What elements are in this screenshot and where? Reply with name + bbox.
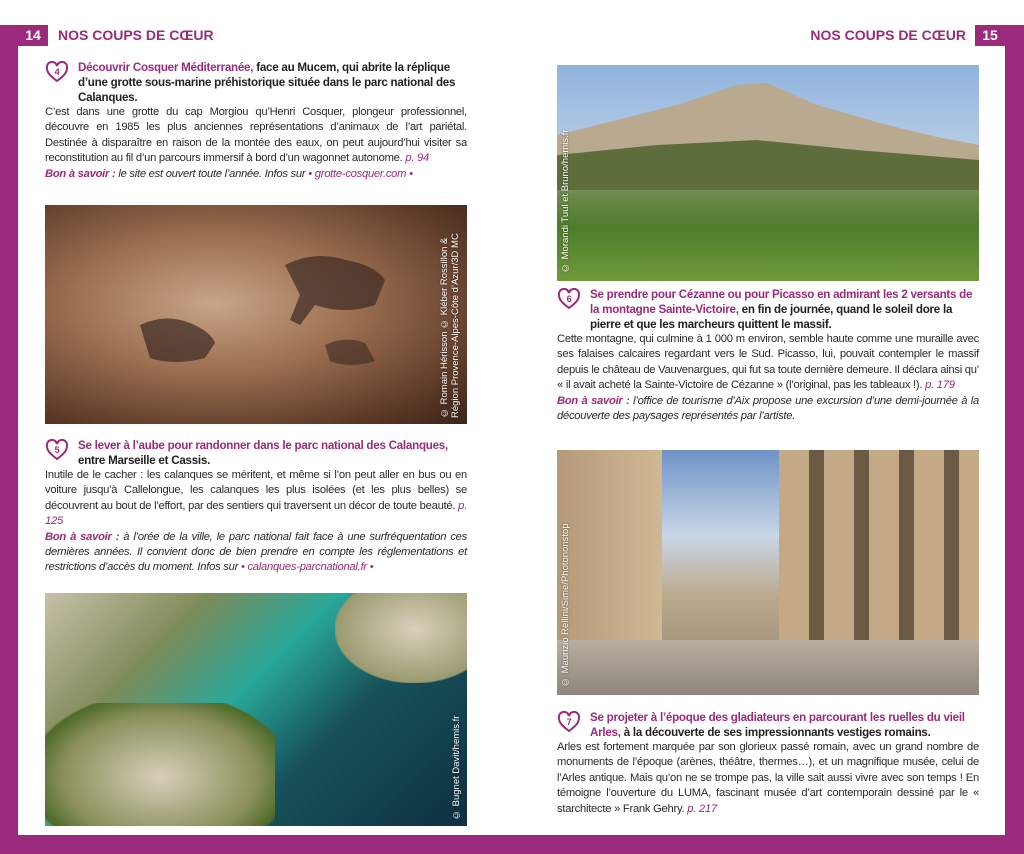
item-heading: 6 Se prendre pour Cézanne ou pour Picasso en admirant les 2 versants de la montagne Sainte-Victoire, en fin de journée, quand le soleil dore la pierre et que les marcheurs quittent le massif. <box>557 287 979 332</box>
left-margin-band <box>0 25 18 854</box>
photo-calanque-aerial <box>45 593 467 826</box>
item-heading: 4 Découvrir Cosquer Méditerranée, face au Mucem, qui abrite la réplique d’une grotte sous-marine préhistorique située dans le parc national des Calanques. <box>45 60 467 105</box>
item-heading: 7 Se projeter à l’époque des gladiateurs en parcourant les ruelles du vieil Arles, à la découverte de ses impressionnants vestiges romains. <box>557 710 979 740</box>
heart-number-icon: 6 <box>557 288 581 310</box>
coup-de-coeur-5 <box>45 438 467 576</box>
website-link[interactable]: • calanques-parcnational.fr • <box>240 561 374 574</box>
photo-credit: © Maurizio Rellini/Sime/Photononstop <box>560 523 571 687</box>
item-body: C’est dans une grotte du cap Morgiou qu’Henri Cosquer, plongeur professionnel, découvre en 1985 les plus anciennes représentations d’animaux de l’art pariétal. Destinée à disparaître en raison de la montée des eaux, on peut aujourd’hui visiter sa reconstitution au fil d’un parcours immersif à bord d’un wagonnet autonome. p. 94 <box>45 106 467 165</box>
bottom-margin-band <box>0 835 1024 854</box>
rock-outcrop <box>45 703 275 826</box>
coup-de-coeur-6 <box>557 287 979 424</box>
heart-number-icon: 5 <box>45 439 69 461</box>
photo-credit: © Romain Hérisson © Kléber Rossillon & Région Provence-Alpes-Côte d’Azur/3D MC <box>439 233 461 418</box>
mountain-silhouette <box>557 65 979 281</box>
heart-number-icon: 4 <box>45 61 69 83</box>
coup-de-coeur-4 <box>45 60 467 182</box>
section-title-left: NOS COUPS DE CŒUR <box>58 27 214 43</box>
photo-credit: © Morandi Tuul et Bruno/hemis.fr <box>560 129 571 273</box>
page-number-left: 14 <box>18 25 48 46</box>
coup-de-coeur-7 <box>557 710 979 817</box>
heart-number-icon: 7 <box>557 711 581 733</box>
cave-animals <box>45 205 467 424</box>
photo-montagne-sainte-victoire <box>557 65 979 281</box>
photo-arles-street <box>557 450 979 695</box>
photo-cave-painting <box>45 205 467 424</box>
right-margin-band <box>1005 25 1024 854</box>
rock-outcrop <box>335 593 467 683</box>
page-number-right: 15 <box>975 25 1005 46</box>
section-title-right: NOS COUPS DE CŒUR <box>810 27 966 43</box>
page-reference[interactable]: p. 217 <box>687 802 717 815</box>
good-to-know: Bon à savoir : l’office de tourisme d’Aix propose une excursion d’une demi-journée à la découverte des paysages représentés par l’artiste. <box>557 394 979 423</box>
item-heading: 5 Se lever à l’aube pour randonner dans le parc national des Calanques, entre Marseille et Cassis. <box>45 438 467 468</box>
page-reference[interactable]: p. 125 <box>45 499 467 528</box>
good-to-know: Bon à savoir : le site est ouvert toute l’année. Infos sur • grotte-cosquer.com • <box>45 167 413 180</box>
page-reference[interactable]: p. 94 <box>405 152 429 165</box>
item-body: Arles est fortement marquée par son glorieux passé romain, avec un grand nombre de monuments de l’époque (arènes, théâtre, thermes…), et un magnifique musée, celui de l’Arles antique. Mais qu’on ne se trompe pas, la ville sait aussi vivre avec son temps ! En témoigne l’ouverture du LUMA, fascinant musée d’art contemporain dessiné par le « starchitecte » Frank Gehry. p. 217 <box>557 741 979 815</box>
item-body: Cette montagne, qui culmine à 1 000 m environ, semble haute comme une muraille avec ses falaises calcaires regardant vers le Sud. Picasso, lui, pouvait contempler le massif depuis le château de Vauvenargues, qui fut sa toute dernière demeure. Il déclara ainsi qu’ « il avait acheté la Sainte-Victoire de Cézanne » (l’original, pas les tableaux !). p. 179 <box>557 333 979 392</box>
photo-credit: © Bugnet Davit/hemis.fr <box>451 715 462 820</box>
good-to-know: Bon à savoir : à l’orée de la ville, le parc national fait face à une surfréquentation ces dernières années. Il convient donc de bien prendre en compte les réglementations et restrictions d’accès du moment. Infos sur • calanques-parcnational.fr • <box>45 530 467 574</box>
street-pavement <box>557 640 979 695</box>
website-link[interactable]: • grotte-cosquer.com • <box>308 167 413 180</box>
page-reference[interactable]: p. 179 <box>925 379 955 392</box>
item-body: Inutile de le cacher : les calanques se méritent, et même si l’on peut aller en bus ou en voiture jusqu’à Callelongue, les calanques les plus isolées (et les plus belles) se découvrent au bout de l’effort, par des sentiers qui traversent un décor de toute beauté. p. 125 <box>45 469 467 528</box>
